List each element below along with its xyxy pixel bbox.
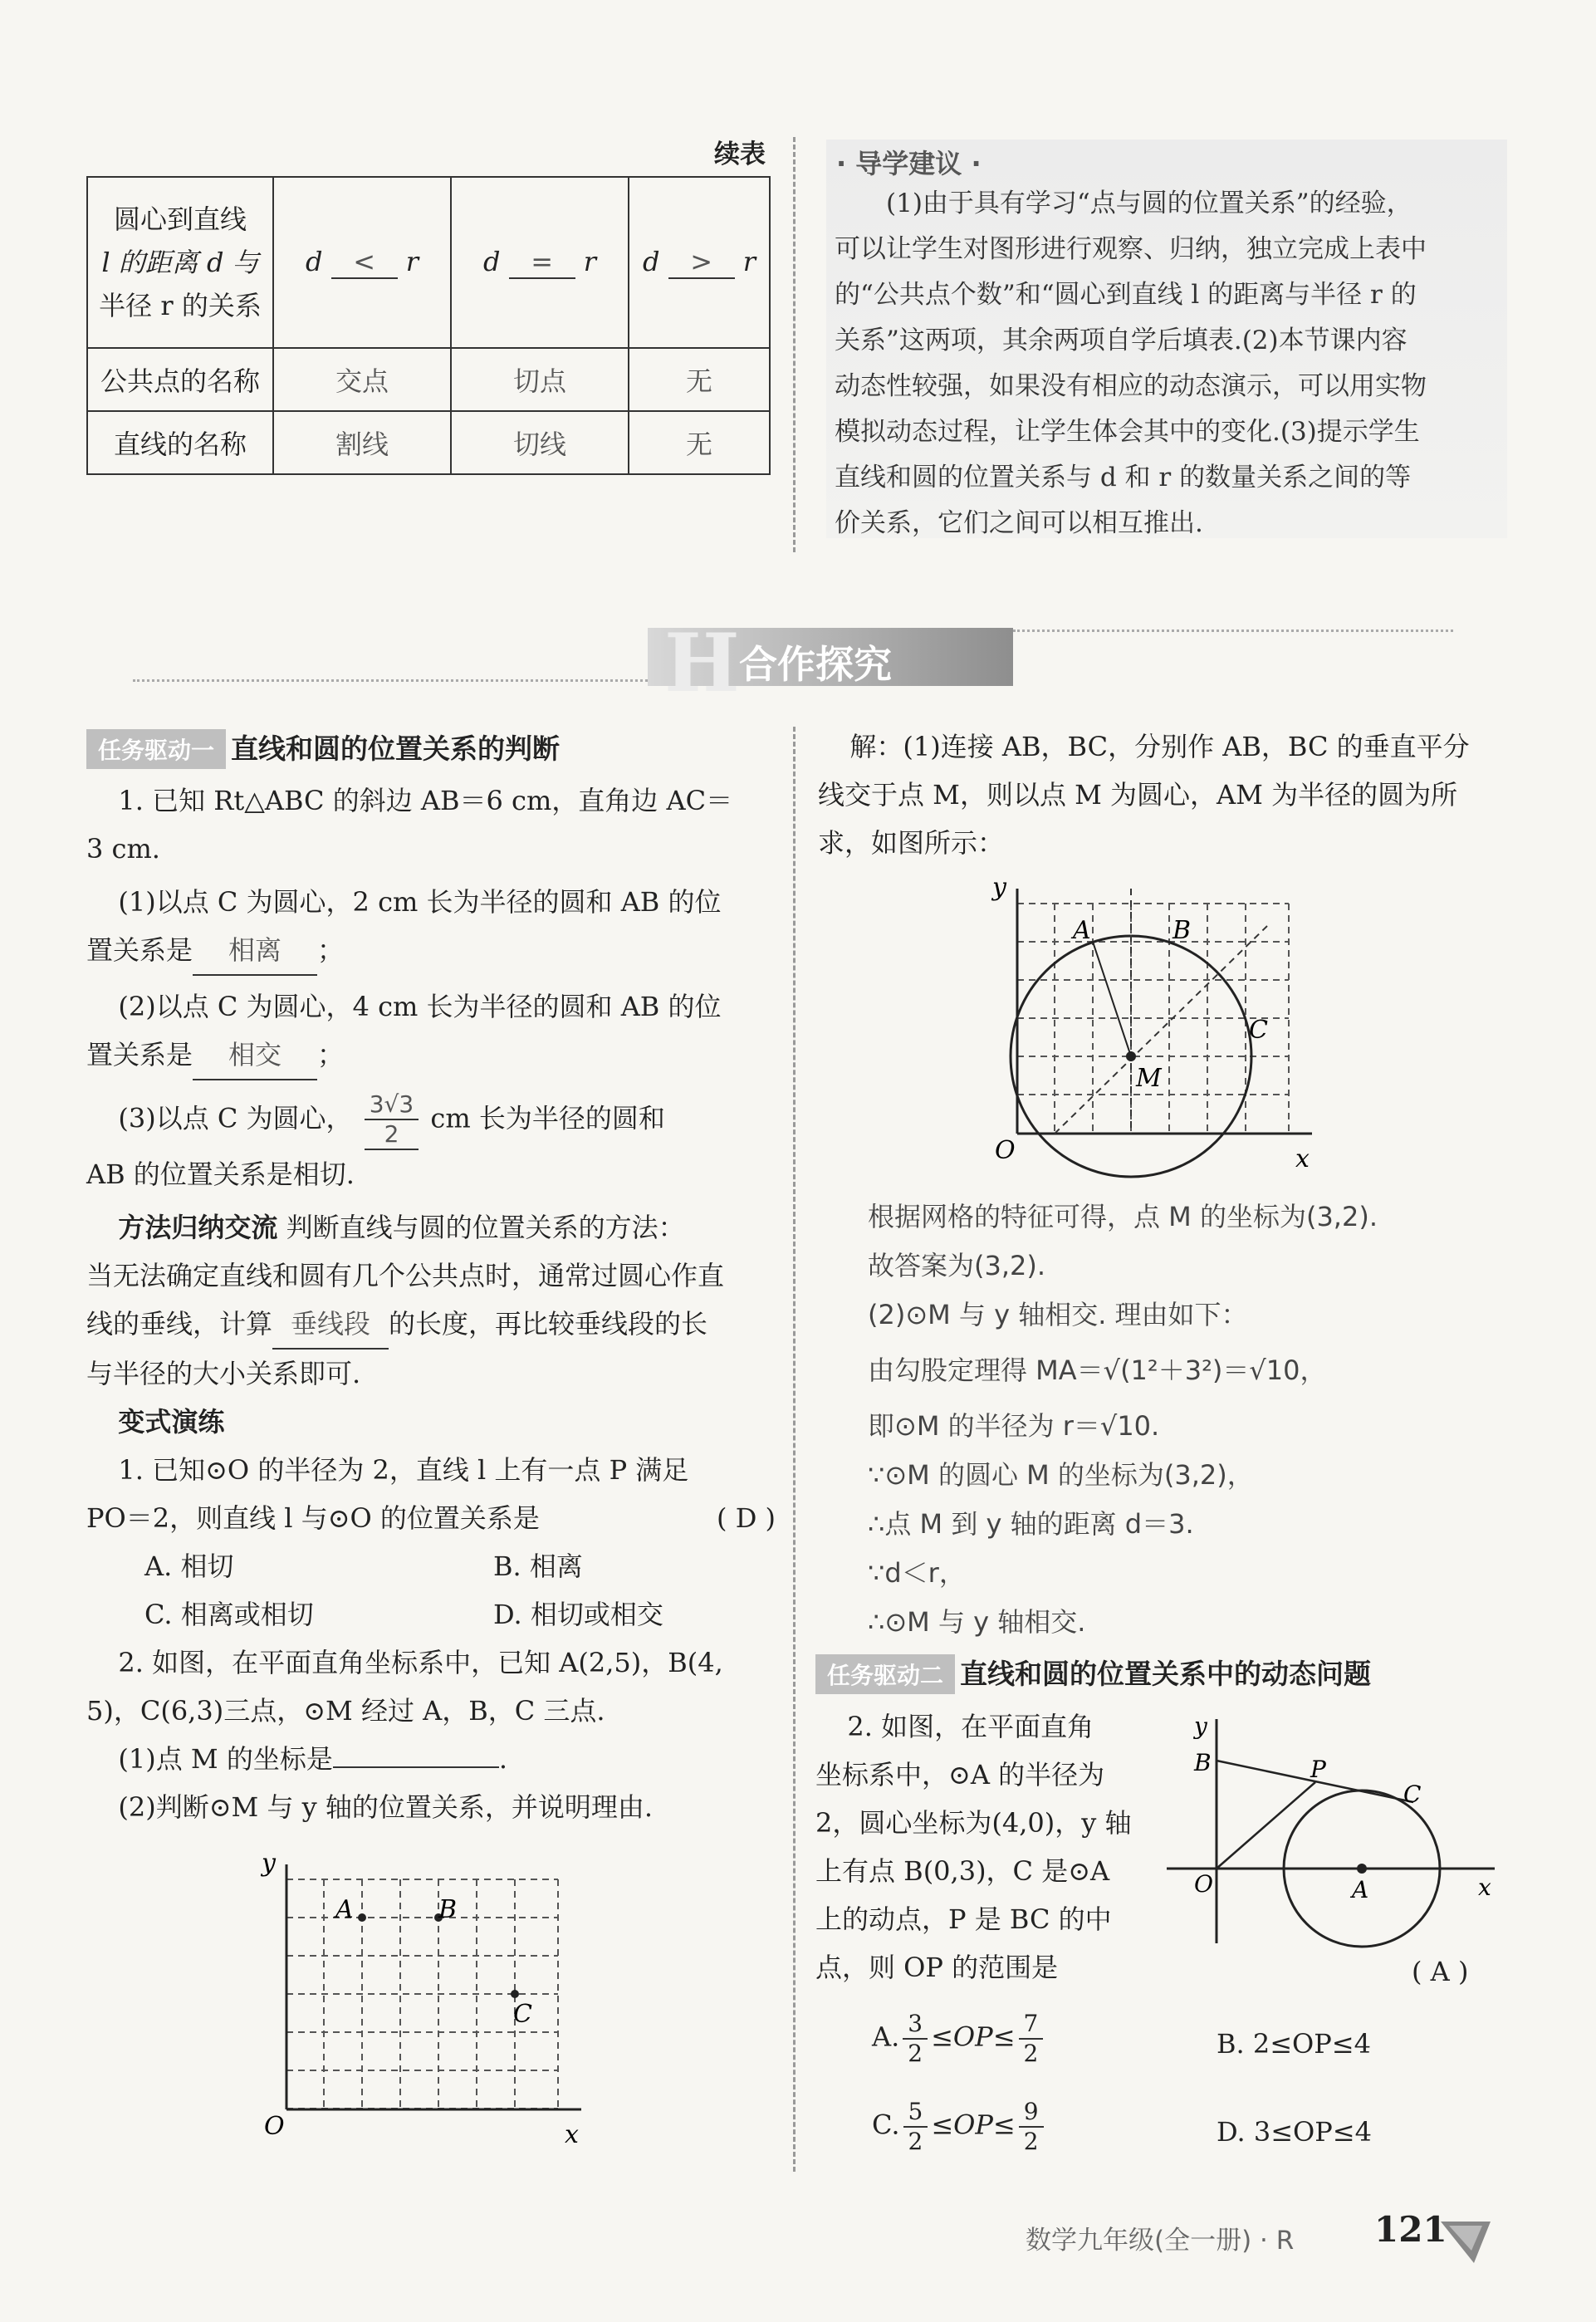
table-cell: 无 xyxy=(629,411,770,474)
column-divider-bottom xyxy=(793,727,796,2172)
guide-line: 动态性较强，如果没有相应的动态演示，可以用实物 xyxy=(835,371,1427,401)
v1-option-c: C. 相离或相切 xyxy=(144,1599,314,1630)
task1-title: 直线和圆的位置关系的判断 xyxy=(231,732,561,765)
svg-text:x: x xyxy=(1478,1874,1491,1901)
t2-line: 点，则 OP 的范围是 xyxy=(815,1952,1059,1983)
task2-figure xyxy=(1163,1711,1503,1952)
svg-text:O: O xyxy=(995,1136,1016,1165)
solution-line: 线交于点 M，则以点 M 为圆心，AM 为半径的圆为所 xyxy=(818,779,1458,811)
guide-line: 模拟动态过程，让学生体会其中的变化.(3)提示学生 xyxy=(835,417,1420,447)
grid-figure-left xyxy=(249,1848,598,2155)
svg-text:y: y xyxy=(992,873,1006,902)
section-banner xyxy=(648,616,1013,710)
t2-answer: ( A ) xyxy=(1412,1956,1469,1987)
t2-option-b: B. 2≤OP≤4 xyxy=(1217,2028,1371,2060)
table-cell: 切线 xyxy=(451,411,629,474)
section-rule-left xyxy=(133,679,648,682)
point-center-a xyxy=(1357,1864,1367,1874)
q1-1: (1)以点 C 为圆心，2 cm 长为半径的圆和 AB 的位 xyxy=(118,886,722,918)
method-line: 当无法确定直线和圆有几个公共点时，通常过圆心作直 xyxy=(86,1260,725,1291)
solution-line: 解：(1)连接 AB，BC，分别作 AB，BC 的垂直平分 xyxy=(849,731,1470,762)
method: 方法归纳交流 判断直线与圆的位置关系的方法： xyxy=(118,1212,685,1243)
solution-line: 求，如图所示： xyxy=(818,827,1005,859)
q1-1-answer: 相离 xyxy=(193,926,317,976)
solution-line: ∵d＜r， xyxy=(868,1557,966,1589)
svg-text:O: O xyxy=(264,2112,285,2141)
task1-heading xyxy=(86,727,560,769)
table-cell: d < r xyxy=(273,177,451,348)
relation-table xyxy=(86,176,771,475)
v1-option-d: D. 相切或相交 xyxy=(493,1599,663,1630)
v1-answer: ( D ) xyxy=(717,1502,776,1534)
v1-options xyxy=(86,1590,776,1639)
v2-line: 2. 如图，在平面直角坐标系中，已知 A(2,5)，B(4, xyxy=(118,1647,723,1678)
table-header-relation: 圆心到直线 l 的距离 d 与 半径 r 的关系 xyxy=(87,177,273,348)
t2-line: 2. 如图，在平面直角 xyxy=(847,1711,1094,1742)
variant-label: 变式演练 xyxy=(118,1406,225,1438)
method-label: 方法归纳交流 xyxy=(118,1212,278,1243)
q1-2-answer-line: 置关系是 相交 ； xyxy=(86,1031,776,1080)
point-c xyxy=(511,1990,519,1998)
solution-line: ∴点 M 到 y 轴的距离 d＝3. xyxy=(868,1508,1194,1540)
svg-text:B: B xyxy=(438,1895,458,1924)
svg-text:B: B xyxy=(1173,916,1192,945)
guide-line: (1)由于具有学习“点与圆的位置关系”的经验， xyxy=(886,189,1412,218)
page-number: 121 xyxy=(1374,2209,1447,2250)
guide-line: 直线和圆的位置关系与 d 和 r 的数量关系之间的等 xyxy=(835,463,1412,492)
task2-heading xyxy=(815,1653,1371,1694)
v1-line: PO＝2，则直线 l 与⊙O 的位置关系是 ( D ) xyxy=(86,1494,776,1542)
q1-3: (3)以点 C 为圆心， $\frac{3√3}{2}$ cm 长为半径的圆和 xyxy=(86,1090,776,1150)
svg-text:C: C xyxy=(1403,1781,1422,1808)
table-header-line-name: 直线的名称 xyxy=(87,411,273,474)
v2-line: (2)判断⊙M 与 y 轴的位置关系，并说明理由. xyxy=(118,1791,654,1823)
t2-line: 坐标系中，⊙A 的半径为 xyxy=(815,1759,1105,1790)
task1-tag: 任务驱动一 xyxy=(86,729,226,769)
guide-line: 价关系，它们之间可以相互推出. xyxy=(835,508,1203,538)
svg-text:y: y xyxy=(1194,1712,1207,1740)
q1-1-answer-line: 置关系是 相离 ； xyxy=(86,926,776,976)
solution-line: ∴⊙M 与 y 轴相交. xyxy=(868,1606,1086,1638)
task1-body xyxy=(86,776,776,1831)
method-line: 线的垂线，计算 垂线段 的长度，再比较垂线段的长 xyxy=(86,1300,776,1350)
v2-line: (1)点 M 的坐标是 . xyxy=(118,1743,508,1775)
svg-text:C: C xyxy=(1249,1016,1268,1045)
svg-text:y: y xyxy=(262,1849,276,1878)
t2-line: 上的动点，P 是 BC 的中 xyxy=(815,1903,1112,1935)
table-cell: d = r xyxy=(451,177,629,348)
t2-option-c: C. $\frac{5}{2}$ ≤OP≤ $\frac{9}{2}$ xyxy=(872,2098,1047,2156)
solution-bottom xyxy=(868,1193,1507,1647)
point-a xyxy=(358,1913,366,1922)
method-line: 与半径的大小关系即可. xyxy=(86,1358,361,1389)
table-cell: 切点 xyxy=(451,348,629,411)
solution-line: 即⊙M 的半径为 r＝√10. xyxy=(868,1410,1160,1442)
q1-3-tail: AB 的位置关系是相切. xyxy=(86,1159,355,1190)
svg-text:O: O xyxy=(1194,1870,1213,1898)
guide-box xyxy=(826,140,1507,538)
section-title: 合作探究 xyxy=(739,642,892,687)
task2-body xyxy=(815,1702,1164,1991)
svg-text:A: A xyxy=(335,1895,354,1924)
solution-line: 故答案为(3,2). xyxy=(868,1250,1046,1281)
solution-line: ∵⊙M 的圆心 M 的坐标为(3,2)， xyxy=(868,1459,1254,1491)
section-letter: H xyxy=(664,616,740,710)
svg-text:P: P xyxy=(1310,1756,1326,1783)
q1-3-fraction: $\frac{3√3}{2}$ xyxy=(365,1090,419,1150)
table-cell: 交点 xyxy=(273,348,451,411)
guide-title: · 导学建议 · xyxy=(836,148,982,179)
t2-option-d: D. 3≤OP≤4 xyxy=(1217,2116,1372,2148)
guide-line: 的“公共点个数”和“圆心到直线 l 的距离与半径 r 的 xyxy=(835,280,1417,310)
svg-text:B: B xyxy=(1194,1749,1212,1776)
task2-title: 直线和圆的位置关系中的动态问题 xyxy=(960,1658,1372,1690)
svg-text:M: M xyxy=(1136,1064,1162,1093)
q1-2-answer: 相交 xyxy=(193,1031,317,1080)
t2-option-a: A. $\frac{3}{2}$ ≤OP≤ $\frac{7}{2}$ xyxy=(872,2010,1046,2068)
guide-line: 关系”这两项，其余两项自学后填表.(2)本节课内容 xyxy=(835,326,1408,355)
table-cell: 割线 xyxy=(273,411,451,474)
table-cell: 无 xyxy=(629,348,770,411)
task2-tag: 任务驱动二 xyxy=(815,1654,955,1694)
guide-line: 可以让学生对图形进行观察、归纳，独立完成上表中 xyxy=(835,234,1427,264)
solution-line: 根据网格的特征可得，点 M 的坐标为(3,2). xyxy=(868,1201,1378,1232)
v1-option-a: A. 相切 xyxy=(144,1550,234,1582)
solution-top xyxy=(818,723,1507,867)
point-m xyxy=(1126,1051,1136,1061)
svg-text:C: C xyxy=(513,2000,532,2029)
table-cell: d > r xyxy=(629,177,770,348)
footer-book: 数学九年级(全一册) · R xyxy=(1026,2226,1295,2256)
svg-text:x: x xyxy=(565,2120,579,2149)
solution-line: 由勾股定理得 MA＝√(1²＋3²)＝√10， xyxy=(868,1354,1327,1386)
v1-option-b: B. 相离 xyxy=(493,1550,583,1582)
v2-line: 5)，C(6,3)三点，⊙M 经过 A，B，C 三点. xyxy=(86,1695,605,1727)
t2-line: 上有点 B(0,3)，C 是⊙A xyxy=(815,1855,1110,1887)
solution-figure xyxy=(980,872,1329,1179)
svg-text:x: x xyxy=(1295,1144,1310,1173)
continued-label: 续表 xyxy=(714,140,766,169)
corner-decoration-icon xyxy=(1437,2209,1495,2267)
column-divider-top xyxy=(793,137,796,552)
v1-options xyxy=(86,1542,776,1590)
solution-line: (2)⊙M 与 y 轴相交. 理由如下： xyxy=(868,1299,1248,1330)
q1-line: 3 cm. xyxy=(86,833,160,865)
q1-2: (2)以点 C 为圆心，4 cm 长为半径的圆和 AB 的位 xyxy=(118,991,722,1022)
method-answer: 垂线段 xyxy=(272,1300,389,1350)
svg-text:A: A xyxy=(1352,1876,1369,1903)
t2-line: 2，圆心坐标为(4,0)，y 轴 xyxy=(815,1807,1132,1839)
v1-line: 1. 已知⊙O 的半径为 2，直线 l 上有一点 P 满足 xyxy=(118,1454,689,1486)
section-rule-right xyxy=(1013,629,1453,632)
svg-text:A: A xyxy=(1073,916,1091,945)
table-header-common-point: 公共点的名称 xyxy=(87,348,273,411)
q1-line: 1. 已知 Rt△ABC 的斜边 AB＝6 cm，直角边 AC＝ xyxy=(118,785,733,816)
